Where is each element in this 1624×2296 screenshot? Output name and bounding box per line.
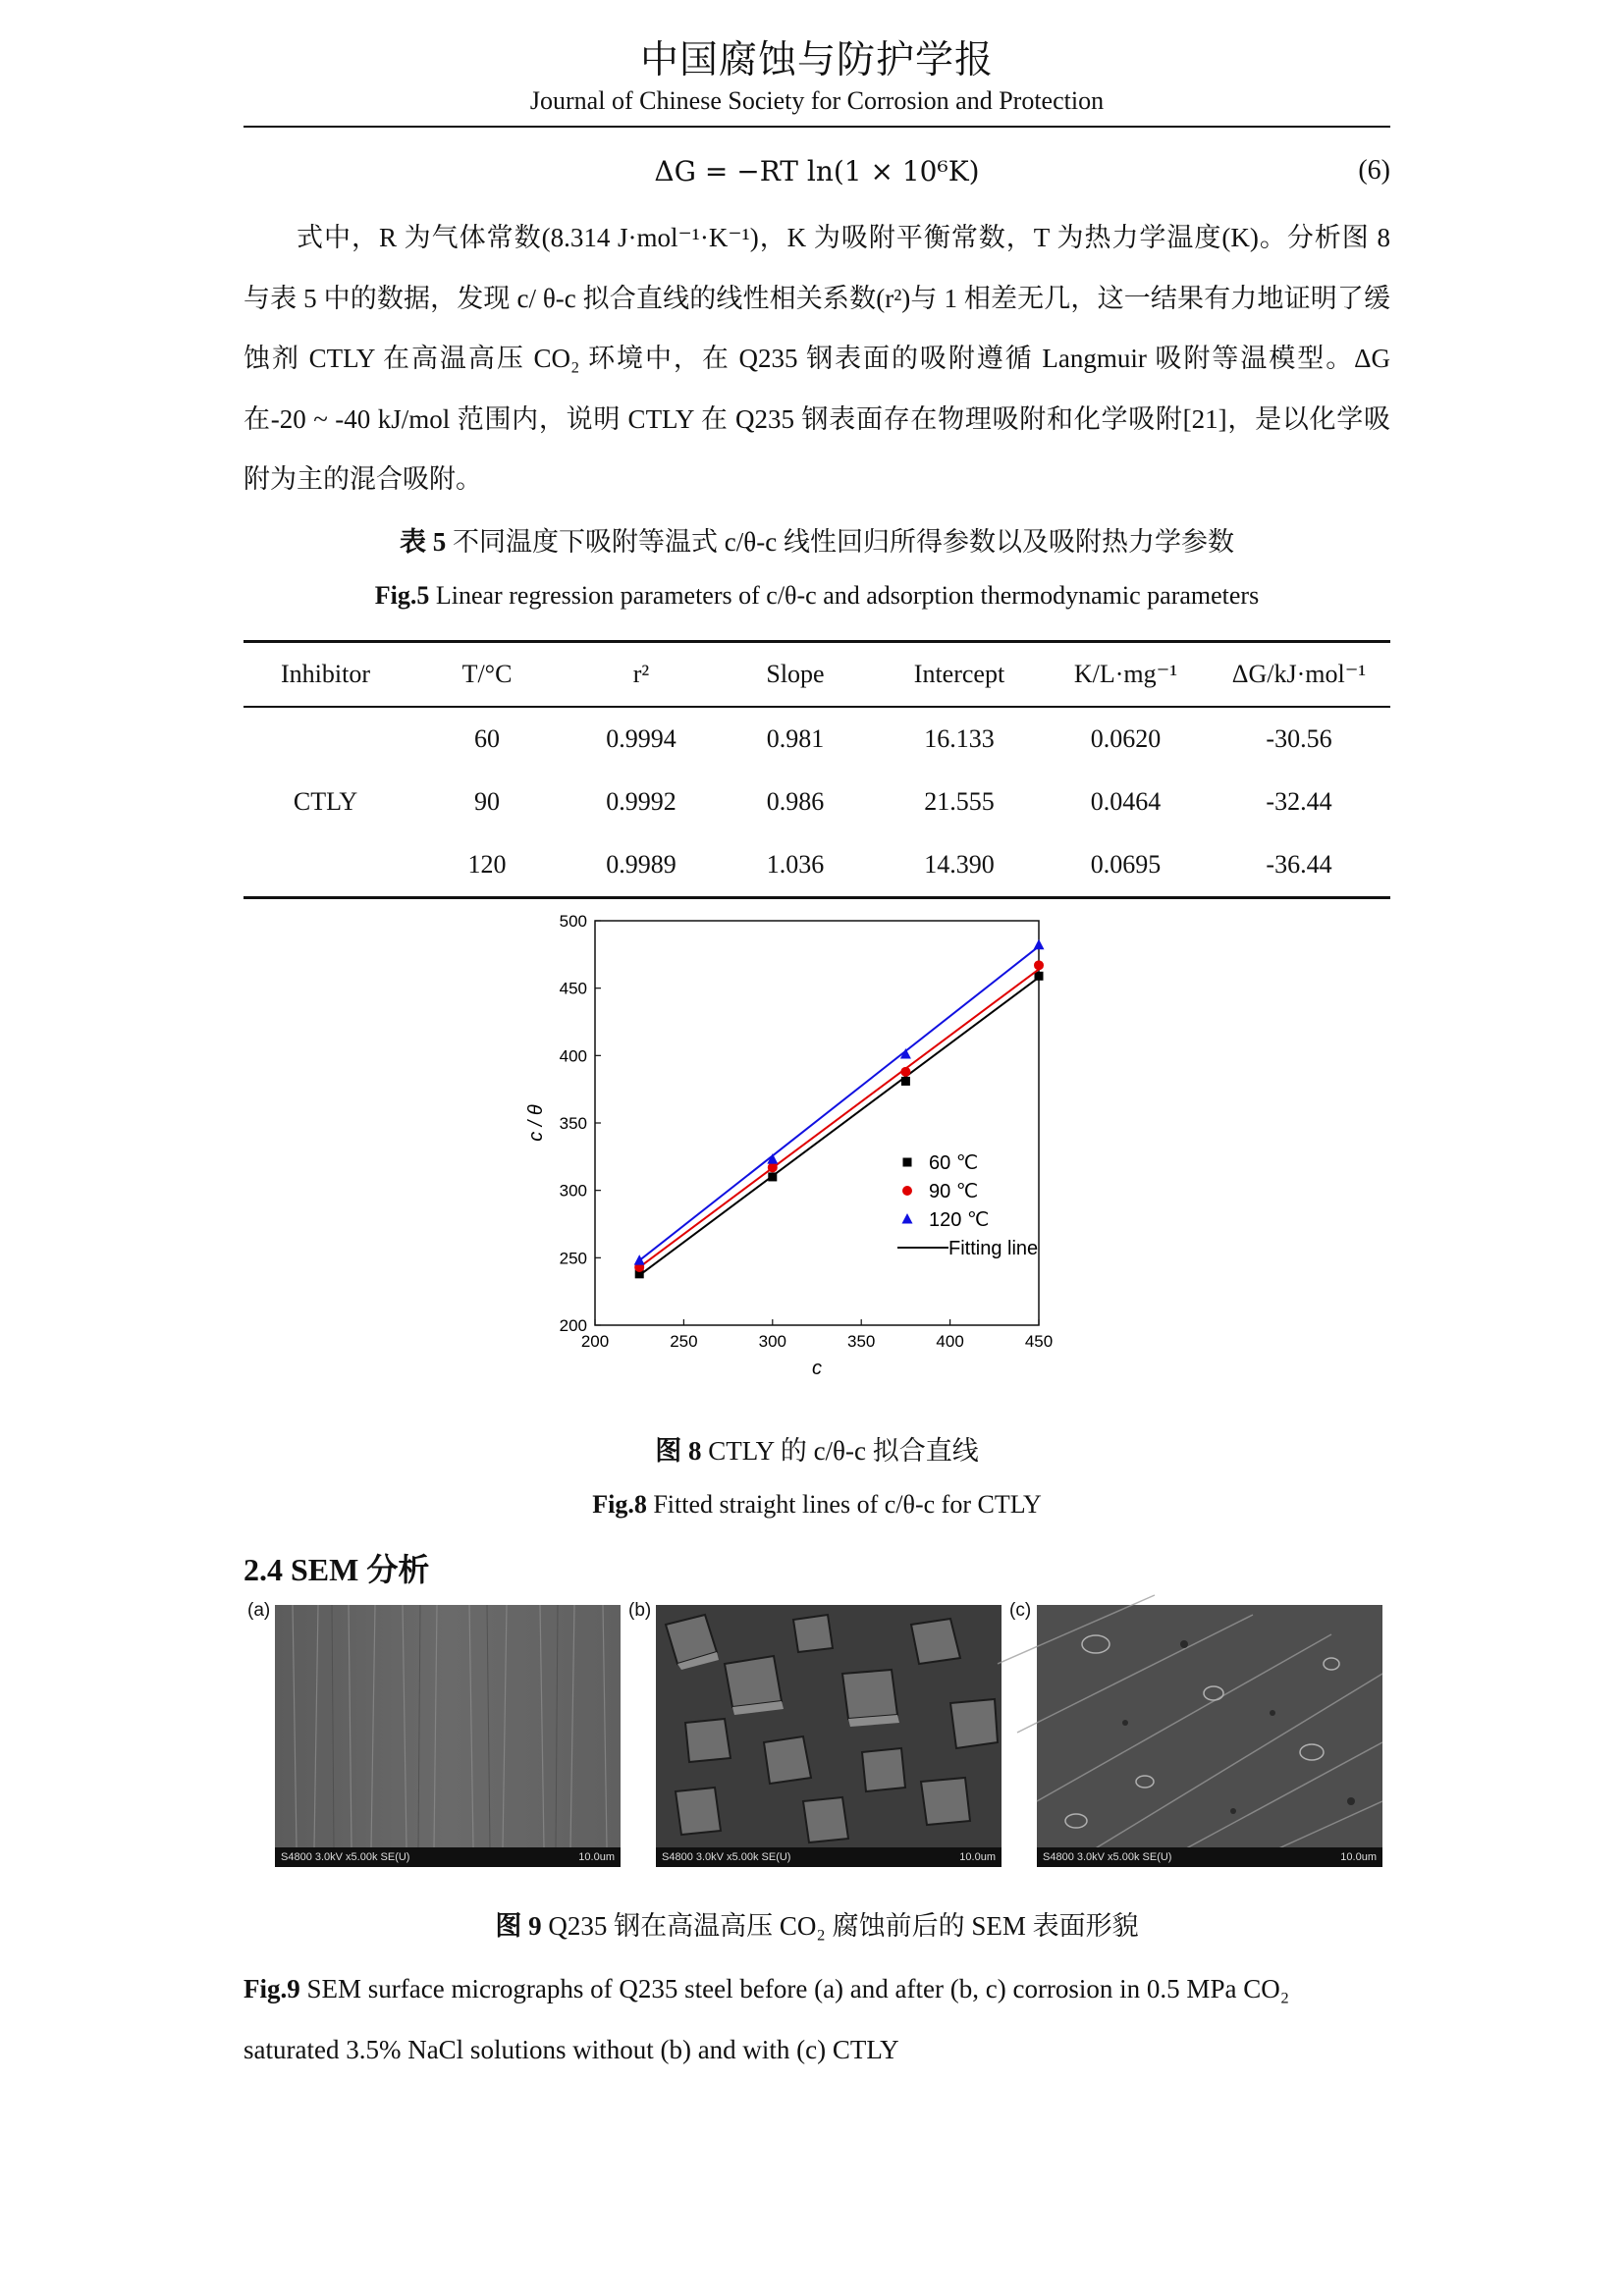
table-cell: 1.036 (766, 850, 825, 879)
data-point (901, 1077, 910, 1086)
sem-info-bar (1037, 1847, 1382, 1867)
sem-scale: 10.0um (1340, 1851, 1377, 1863)
sem-info: S4800 3.0kV x5.00k SE(U) (662, 1851, 791, 1863)
table-cell: -32.44 (1266, 787, 1332, 816)
table-cell: 60 (474, 724, 500, 753)
legend-label: 120 ℃ (929, 1209, 990, 1231)
fig8-caption-en (244, 1490, 1390, 1520)
y-tick-label: 350 (559, 1114, 587, 1133)
section-heading: 2.4 SEM 分析 (244, 1552, 430, 1587)
sem-info: S4800 3.0kV x5.00k SE(U) (281, 1851, 410, 1863)
sem-info-bar (275, 1847, 621, 1867)
legend-fit-label: Fitting line (948, 1238, 1039, 1259)
y-tick-label: 300 (559, 1181, 587, 1201)
data-point (1034, 939, 1045, 950)
table5-caption-cn-text: 不同温度下吸附等温式 c/θ-c 线性回归所得参数以及吸附热力学参数 (453, 527, 1234, 557)
header-rule (244, 126, 1390, 128)
col-delta-g: ΔG/kJ·mol⁻¹ (1208, 642, 1390, 708)
legend-marker (903, 1158, 912, 1167)
table5-caption-en-text: Linear regression parameters of c/θ-c and adsorption thermodynamic parameters (435, 581, 1260, 610)
table5-caption-cn (244, 520, 1390, 559)
sem-info-bar (656, 1847, 1001, 1867)
cell-inhibitor: CTLY (293, 787, 358, 816)
data-point (1034, 960, 1044, 970)
sem-panel-b (628, 1600, 1001, 1867)
table-cell: 21.555 (924, 787, 995, 816)
x-tick-label: 450 (1024, 1332, 1054, 1351)
x-tick-label: 200 (580, 1332, 610, 1351)
sem-panel-label: (b) (628, 1600, 652, 1621)
sem-panel-label: (c) (1009, 1600, 1032, 1621)
table-header-row (244, 642, 1390, 708)
equation-number: (6) (1358, 155, 1390, 186)
x-tick-label: 400 (936, 1332, 964, 1351)
table-cell: 120 (467, 850, 507, 879)
col-k: K/L·mg⁻¹ (1044, 642, 1208, 708)
fig8-caption-cn (244, 1429, 1390, 1468)
table-row (244, 771, 1390, 833)
table-cell: 0.0695 (1090, 850, 1162, 879)
equation-body: ΔG = −RT ln(1 × 10⁶K) (654, 155, 980, 187)
table5-caption-en-label: Fig.5 (374, 581, 430, 610)
fig9-caption-cn-text: Q235 钢在高温高压 CO₂ 腐蚀前后的 SEM 表面形貌 (548, 1911, 1139, 1941)
table-cell: -36.44 (1266, 850, 1332, 879)
x-tick-label: 250 (670, 1332, 698, 1351)
table-cell: 0.0464 (1090, 787, 1162, 816)
journal-header (244, 37, 1390, 118)
table-row (244, 833, 1390, 898)
x-axis-label: c (812, 1358, 822, 1379)
col-inhibitor: Inhibitor (244, 642, 407, 708)
fig8-chart (525, 912, 1119, 1404)
journal-title-en: Journal of Chinese Society for Corrosion and Protection (529, 86, 1105, 115)
legend-marker (902, 1213, 913, 1224)
fig8-caption-cn-text: CTLY 的 c/θ-c 拟合直线 (708, 1436, 979, 1466)
table-row (244, 707, 1390, 771)
data-point (768, 1172, 777, 1181)
table-cell: 0.0620 (1090, 724, 1162, 753)
fig8-caption-cn-label: 图 8 (655, 1436, 702, 1466)
data-point (900, 1067, 910, 1077)
sem-panel-c (1009, 1600, 1382, 1867)
y-tick-label: 450 (559, 979, 587, 998)
col-slope: Slope (716, 642, 875, 708)
table-cell: -30.56 (1266, 724, 1332, 753)
x-tick-label: 350 (847, 1332, 876, 1351)
table-cell: 14.390 (924, 850, 995, 879)
sem-panel-a (247, 1600, 621, 1867)
sem-info: S4800 3.0kV x5.00k SE(U) (1043, 1851, 1172, 1863)
table-cell: 0.986 (766, 787, 825, 816)
sem-micrograph-a (275, 1605, 621, 1867)
fig9-caption-en (244, 1959, 1390, 2080)
y-tick-label: 250 (559, 1249, 587, 1268)
journal-title-cn: 中国腐蚀与防护学报 (639, 39, 994, 81)
sem-micrograph-b (656, 1605, 1001, 1867)
equation-6 (244, 155, 1390, 196)
table-cell: 0.9992 (606, 787, 677, 816)
table-cell: 0.9994 (606, 724, 677, 753)
data-point (768, 1162, 778, 1172)
sem-scale: 10.0um (959, 1851, 996, 1863)
data-point (634, 1255, 645, 1265)
y-tick-label: 200 (559, 1316, 587, 1335)
sem-scale: 10.0um (578, 1851, 615, 1863)
y-tick-label: 400 (559, 1046, 587, 1066)
sem-micrograph-c (1037, 1605, 1382, 1867)
col-r2: r² (567, 642, 716, 708)
body-paragraph: 式中，R 为气体常数(8.314 J·mol⁻¹·K⁻¹)，K 为吸附平衡常数，T 为热力学温度(K)。分析图 8 与表 5 中的数据，发现 c/ θ-c 拟合直线的线性相关系数(r²)与 1 相差无几，这一结果有力地证明了缓蚀剂 CTLY 在高温高压 CO₂ 环境中，在 Q235 钢表面的吸附遵循 Langmuir 吸附等温模型。ΔG 在-20 ~ -40 kJ/mol 范围内，说明 CTLY 在 Q235 钢表面存在物理吸附和化学吸附[21]，是以化学吸附为主的混合吸附。 (244, 223, 1390, 494)
plot-frame (595, 921, 1039, 1325)
table-cell: 0.9989 (606, 850, 677, 879)
col-temperature: T/°C (407, 642, 567, 708)
legend-label: 60 ℃ (929, 1152, 979, 1174)
table-cell: 90 (474, 787, 500, 816)
table5-caption-en (244, 581, 1390, 611)
fig9-caption-cn-label: 图 9 (495, 1911, 542, 1941)
y-tick-label: 500 (559, 912, 587, 931)
col-intercept: Intercept (875, 642, 1044, 708)
legend-label: 90 ℃ (929, 1181, 979, 1202)
y-axis-label: c / θ (525, 1104, 547, 1142)
fig9-caption-en-text: SEM surface micrographs of Q235 steel before (a) and after (b, c) corrosion in 0.5 MPa CO₂ saturated 3.5% NaCl solutions without (b) and with (c) CTLY (244, 1974, 1290, 2064)
sem-panel-label: (a) (247, 1600, 271, 1621)
x-tick-label: 300 (758, 1332, 786, 1351)
data-point (1035, 972, 1044, 981)
table5-caption-cn-label: 表 5 (400, 527, 447, 557)
fig9-caption-cn (244, 1904, 1390, 1943)
table-5 (244, 640, 1390, 899)
table-cell: 16.133 (924, 724, 995, 753)
fig9-caption-en-label: Fig.9 (244, 1974, 300, 2003)
table-cell: 0.981 (766, 724, 825, 753)
legend-marker (902, 1186, 912, 1196)
fig8-caption-en-label: Fig.8 (592, 1490, 647, 1519)
fig8-caption-en-text: Fitted straight lines of c/θ-c for CTLY (653, 1490, 1042, 1519)
